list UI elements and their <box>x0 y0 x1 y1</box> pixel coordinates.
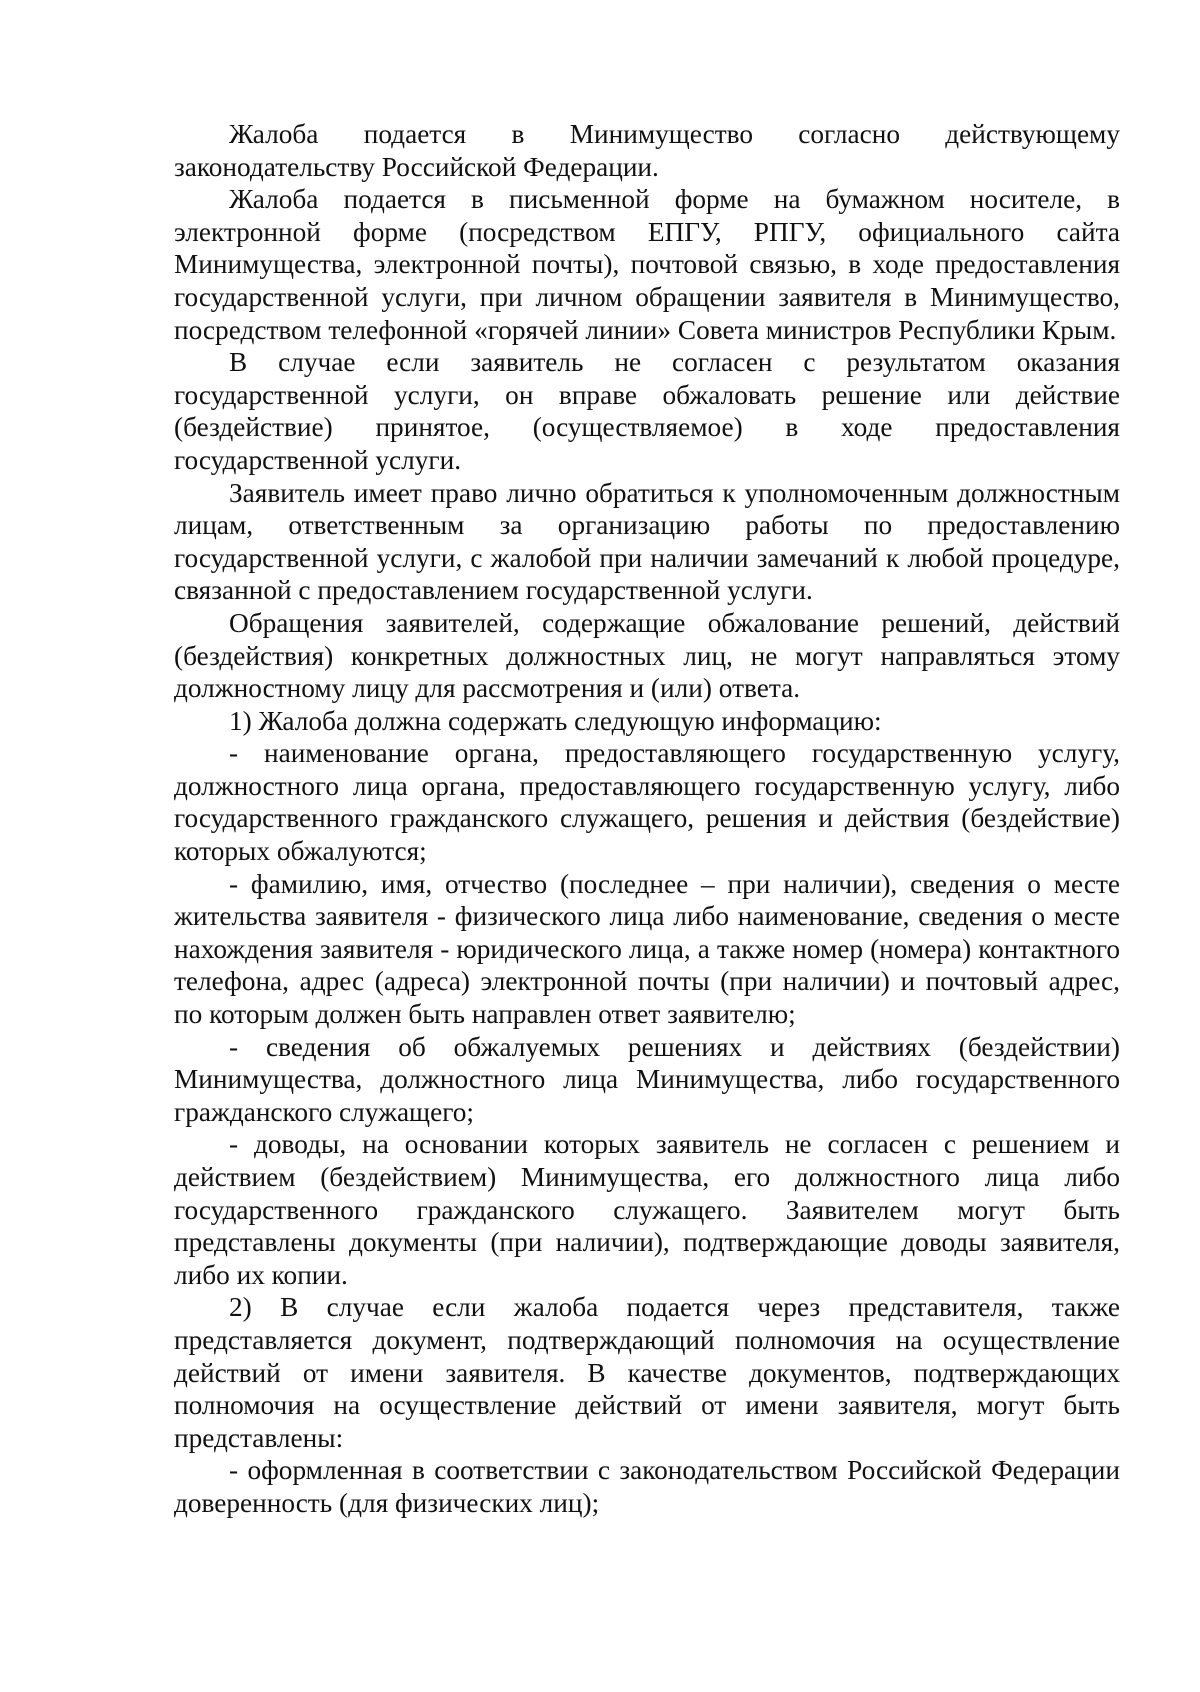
paragraph: Жалоба подается в Минимущество согласно действующему законодательству Российской Федерации. <box>174 119 1120 182</box>
paragraph: 2) В случае если жалоба подается через представителя, также представляется документ, подтверждающий полномочия на осуществление действий от имени заявителя. В качестве документов, подтверждающих полномочия на осуществление действий от имени заявителя, могут быть представлены: <box>174 1292 1120 1453</box>
list-item: - фамилию, имя, отчество (последнее – при наличии), сведения о месте жительства заявителя - физического лица либо наименование, сведения о месте нахождения заявителя - юридического лица, а также номер (номера) контактного телефона, адрес (адреса) электронной почты (при наличии) и почтовый адрес, по которым должен быть направлен ответ заявителю; <box>174 868 1120 1030</box>
list-item: - наименование органа, предоставляющего государственную услугу, должностного лица органа, предоставляющего государственную услугу, либо государственного гражданского служащего, решения и действия (бездействие) которых обжалуются; <box>174 738 1120 867</box>
list-item: - доводы, на основании которых заявитель не согласен с решением и действием (бездействием) Минимущества, его должностного лица либо государственного гражданского служащего. Заявителем могут быть представлены документы (при наличии), подтверждающие доводы заявителя, либо их копии. <box>174 1129 1120 1290</box>
list-item: - сведения об обжалуемых решениях и действиях (бездействии) Минимущества, должностного лица Минимущества, либо государственного гражданского служащего; <box>174 1031 1120 1127</box>
paragraph: 1) Жалоба должна содержать следующую информацию: <box>229 705 882 736</box>
paragraph: Жалоба подается в письменной форме на бумажном носителе, в электронной форме (посредством ЕПГУ, РПГУ, официального сайта Минимущества, электронной почты), почтовой связью, в ходе предоставления государственной услуги, при личном обращении заявителя в Минимущество, посредством телефонной «горячей линии» Совета министров Республики Крым. <box>174 184 1120 345</box>
paragraph: В случае если заявитель не согласен с результатом оказания государственной услуги, он вправе обжаловать решение или действие (бездействие) принятое, (осуществляемое) в ходе предоставления государственной услуги. <box>174 347 1120 475</box>
paragraph: Заявитель имеет право лично обратиться к уполномоченным должностным лицам, ответственным за организацию работы по предоставлению государственной услуги, с жалобой при наличии замечаний к любой процедуре, связанной с предоставлением государственной услуги. <box>174 477 1120 606</box>
document-page <box>174 118 1120 1520</box>
list-item: - оформленная в соответствии с законодательством Российской Федерации доверенность (для физических лиц); <box>174 1455 1120 1518</box>
paragraph: Обращения заявителей, содержащие обжалование решений, действий (бездействия) конкретных должностных лиц, не могут направляться этому должностному лицу для рассмотрения и (или) ответа. <box>174 607 1120 704</box>
